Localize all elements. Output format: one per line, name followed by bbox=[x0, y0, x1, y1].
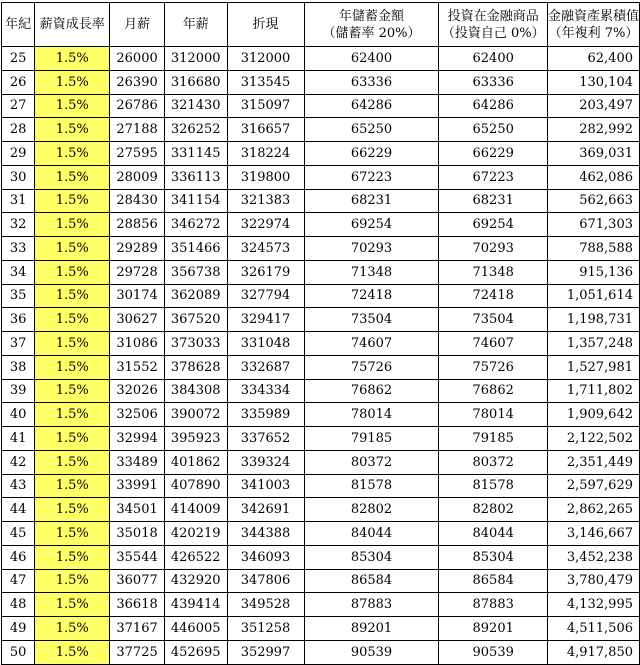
monthly-salary-cell: 28430 bbox=[110, 189, 165, 213]
savings-table-container bbox=[1, 2, 640, 665]
growth-rate-cell: 1.5% bbox=[35, 47, 110, 71]
annual-savings-cell: 74607 bbox=[304, 332, 439, 356]
discounted-cell: 321383 bbox=[227, 189, 304, 213]
age-cell: 37 bbox=[2, 332, 35, 356]
annual-savings-cell: 86584 bbox=[304, 569, 439, 593]
investment-cell: 80372 bbox=[439, 450, 547, 474]
monthly-salary-cell: 27595 bbox=[110, 142, 165, 166]
growth-rate-cell: 1.5% bbox=[35, 237, 110, 261]
header-accumulated-assets: 金融資產累積值 （年複利 7%） bbox=[547, 3, 639, 47]
table-row bbox=[2, 94, 640, 118]
table-row bbox=[2, 47, 640, 71]
header-salary-growth-rate: 薪資成長率 bbox=[35, 3, 110, 47]
table-row bbox=[2, 522, 640, 546]
age-cell: 48 bbox=[2, 593, 35, 617]
age-cell: 50 bbox=[2, 640, 35, 664]
investment-cell: 85304 bbox=[439, 545, 547, 569]
discounted-cell: 313545 bbox=[227, 70, 304, 94]
table-header bbox=[2, 3, 640, 47]
growth-rate-cell: 1.5% bbox=[35, 522, 110, 546]
age-cell: 43 bbox=[2, 474, 35, 498]
monthly-salary-cell: 29728 bbox=[110, 260, 165, 284]
accumulated-assets-cell: 62,400 bbox=[547, 47, 639, 71]
monthly-salary-cell: 28009 bbox=[110, 165, 165, 189]
annual-savings-cell: 63336 bbox=[304, 70, 439, 94]
growth-rate-cell: 1.5% bbox=[35, 94, 110, 118]
investment-cell: 65250 bbox=[439, 118, 547, 142]
age-cell: 36 bbox=[2, 308, 35, 332]
age-cell: 38 bbox=[2, 355, 35, 379]
age-cell: 25 bbox=[2, 47, 35, 71]
annual-savings-cell: 69254 bbox=[304, 213, 439, 237]
annual-salary-cell: 401862 bbox=[164, 450, 227, 474]
discounted-cell: 347806 bbox=[227, 569, 304, 593]
annual-savings-cell: 82802 bbox=[304, 498, 439, 522]
table-row bbox=[2, 213, 640, 237]
annual-salary-cell: 367520 bbox=[164, 308, 227, 332]
investment-cell: 71348 bbox=[439, 260, 547, 284]
age-cell: 44 bbox=[2, 498, 35, 522]
growth-rate-cell: 1.5% bbox=[35, 213, 110, 237]
monthly-salary-cell: 36077 bbox=[110, 569, 165, 593]
growth-rate-cell: 1.5% bbox=[35, 142, 110, 166]
discounted-cell: 316657 bbox=[227, 118, 304, 142]
age-cell: 32 bbox=[2, 213, 35, 237]
growth-rate-cell: 1.5% bbox=[35, 403, 110, 427]
discounted-cell: 315097 bbox=[227, 94, 304, 118]
monthly-salary-cell: 32506 bbox=[110, 403, 165, 427]
table-row bbox=[2, 118, 640, 142]
growth-rate-cell: 1.5% bbox=[35, 284, 110, 308]
table-row bbox=[2, 355, 640, 379]
table-row bbox=[2, 617, 640, 641]
annual-savings-cell: 87883 bbox=[304, 593, 439, 617]
annual-savings-cell: 72418 bbox=[304, 284, 439, 308]
monthly-salary-cell: 33991 bbox=[110, 474, 165, 498]
table-row bbox=[2, 332, 640, 356]
age-cell: 29 bbox=[2, 142, 35, 166]
growth-rate-cell: 1.5% bbox=[35, 308, 110, 332]
annual-salary-cell: 356738 bbox=[164, 260, 227, 284]
annual-salary-cell: 426522 bbox=[164, 545, 227, 569]
annual-salary-cell: 326252 bbox=[164, 118, 227, 142]
monthly-salary-cell: 35544 bbox=[110, 545, 165, 569]
investment-cell: 68231 bbox=[439, 189, 547, 213]
age-cell: 26 bbox=[2, 70, 35, 94]
table-row bbox=[2, 237, 640, 261]
accumulated-assets-cell: 671,303 bbox=[547, 213, 639, 237]
discounted-cell: 324573 bbox=[227, 237, 304, 261]
accumulated-assets-cell: 4,132,995 bbox=[547, 593, 639, 617]
discounted-cell: 339324 bbox=[227, 450, 304, 474]
investment-cell: 64286 bbox=[439, 94, 547, 118]
investment-cell: 72418 bbox=[439, 284, 547, 308]
annual-savings-cell: 68231 bbox=[304, 189, 439, 213]
table-row bbox=[2, 450, 640, 474]
growth-rate-cell: 1.5% bbox=[35, 474, 110, 498]
annual-salary-cell: 414009 bbox=[164, 498, 227, 522]
header-monthly-salary: 月薪 bbox=[110, 3, 165, 47]
accumulated-assets-cell: 1,357,248 bbox=[547, 332, 639, 356]
age-cell: 49 bbox=[2, 617, 35, 641]
discounted-cell: 334334 bbox=[227, 379, 304, 403]
age-cell: 31 bbox=[2, 189, 35, 213]
monthly-salary-cell: 37725 bbox=[110, 640, 165, 664]
growth-rate-cell: 1.5% bbox=[35, 332, 110, 356]
annual-salary-cell: 384308 bbox=[164, 379, 227, 403]
table-row bbox=[2, 498, 640, 522]
investment-cell: 66229 bbox=[439, 142, 547, 166]
accumulated-assets-cell: 788,588 bbox=[547, 237, 639, 261]
investment-cell: 84044 bbox=[439, 522, 547, 546]
investment-cell: 76862 bbox=[439, 379, 547, 403]
annual-savings-cell: 90539 bbox=[304, 640, 439, 664]
investment-cell: 73504 bbox=[439, 308, 547, 332]
accumulated-assets-cell: 1,527,981 bbox=[547, 355, 639, 379]
investment-cell: 78014 bbox=[439, 403, 547, 427]
monthly-salary-cell: 29289 bbox=[110, 237, 165, 261]
annual-savings-cell: 73504 bbox=[304, 308, 439, 332]
monthly-salary-cell: 32026 bbox=[110, 379, 165, 403]
discounted-cell: 335989 bbox=[227, 403, 304, 427]
growth-rate-cell: 1.5% bbox=[35, 70, 110, 94]
header-financial-investment: 投資在金融商品 （投資自己 0%） bbox=[439, 3, 547, 47]
header-annual-salary: 年薪 bbox=[164, 3, 227, 47]
annual-salary-cell: 362089 bbox=[164, 284, 227, 308]
table-row bbox=[2, 260, 640, 284]
investment-cell: 87883 bbox=[439, 593, 547, 617]
age-cell: 30 bbox=[2, 165, 35, 189]
discounted-cell: 312000 bbox=[227, 47, 304, 71]
monthly-salary-cell: 32994 bbox=[110, 427, 165, 451]
annual-salary-cell: 390072 bbox=[164, 403, 227, 427]
age-cell: 28 bbox=[2, 118, 35, 142]
growth-rate-cell: 1.5% bbox=[35, 427, 110, 451]
age-cell: 33 bbox=[2, 237, 35, 261]
annual-savings-cell: 89201 bbox=[304, 617, 439, 641]
monthly-salary-cell: 34501 bbox=[110, 498, 165, 522]
accumulated-assets-cell: 130,104 bbox=[547, 70, 639, 94]
table-row bbox=[2, 640, 640, 664]
monthly-salary-cell: 31086 bbox=[110, 332, 165, 356]
investment-cell: 90539 bbox=[439, 640, 547, 664]
discounted-cell: 327794 bbox=[227, 284, 304, 308]
discounted-cell: 344388 bbox=[227, 522, 304, 546]
age-cell: 47 bbox=[2, 569, 35, 593]
annual-salary-cell: 420219 bbox=[164, 522, 227, 546]
investment-cell: 70293 bbox=[439, 237, 547, 261]
investment-cell: 63336 bbox=[439, 70, 547, 94]
header-age: 年紀 bbox=[2, 3, 35, 47]
annual-savings-cell: 70293 bbox=[304, 237, 439, 261]
age-cell: 46 bbox=[2, 545, 35, 569]
savings-projection-table bbox=[1, 2, 640, 665]
table-row bbox=[2, 379, 640, 403]
growth-rate-cell: 1.5% bbox=[35, 165, 110, 189]
header-row bbox=[2, 3, 640, 47]
investment-cell: 67223 bbox=[439, 165, 547, 189]
annual-savings-cell: 65250 bbox=[304, 118, 439, 142]
annual-salary-cell: 331145 bbox=[164, 142, 227, 166]
table-row bbox=[2, 569, 640, 593]
monthly-salary-cell: 36618 bbox=[110, 593, 165, 617]
investment-cell: 81578 bbox=[439, 474, 547, 498]
growth-rate-cell: 1.5% bbox=[35, 569, 110, 593]
discounted-cell: 332687 bbox=[227, 355, 304, 379]
discounted-cell: 351258 bbox=[227, 617, 304, 641]
accumulated-assets-cell: 915,136 bbox=[547, 260, 639, 284]
age-cell: 34 bbox=[2, 260, 35, 284]
growth-rate-cell: 1.5% bbox=[35, 640, 110, 664]
annual-salary-cell: 395923 bbox=[164, 427, 227, 451]
monthly-salary-cell: 30627 bbox=[110, 308, 165, 332]
accumulated-assets-cell: 1,711,802 bbox=[547, 379, 639, 403]
discounted-cell: 352997 bbox=[227, 640, 304, 664]
annual-savings-cell: 76862 bbox=[304, 379, 439, 403]
age-cell: 40 bbox=[2, 403, 35, 427]
table-row bbox=[2, 545, 640, 569]
discounted-cell: 318224 bbox=[227, 142, 304, 166]
accumulated-assets-cell: 369,031 bbox=[547, 142, 639, 166]
annual-savings-cell: 81578 bbox=[304, 474, 439, 498]
growth-rate-cell: 1.5% bbox=[35, 379, 110, 403]
monthly-salary-cell: 26000 bbox=[110, 47, 165, 71]
investment-cell: 75726 bbox=[439, 355, 547, 379]
accumulated-assets-cell: 2,122,502 bbox=[547, 427, 639, 451]
annual-salary-cell: 407890 bbox=[164, 474, 227, 498]
monthly-salary-cell: 35018 bbox=[110, 522, 165, 546]
annual-salary-cell: 336113 bbox=[164, 165, 227, 189]
annual-savings-cell: 79185 bbox=[304, 427, 439, 451]
investment-cell: 74607 bbox=[439, 332, 547, 356]
investment-cell: 62400 bbox=[439, 47, 547, 71]
discounted-cell: 322974 bbox=[227, 213, 304, 237]
table-row bbox=[2, 189, 640, 213]
investment-cell: 89201 bbox=[439, 617, 547, 641]
accumulated-assets-cell: 1,051,614 bbox=[547, 284, 639, 308]
accumulated-assets-cell: 3,146,667 bbox=[547, 522, 639, 546]
accumulated-assets-cell: 4,511,506 bbox=[547, 617, 639, 641]
growth-rate-cell: 1.5% bbox=[35, 450, 110, 474]
header-annual-savings: 年儲蓄金額 （儲蓄率 20%） bbox=[304, 3, 439, 47]
age-cell: 39 bbox=[2, 379, 35, 403]
annual-salary-cell: 439414 bbox=[164, 593, 227, 617]
investment-cell: 79185 bbox=[439, 427, 547, 451]
annual-salary-cell: 351466 bbox=[164, 237, 227, 261]
accumulated-assets-cell: 3,452,238 bbox=[547, 545, 639, 569]
accumulated-assets-cell: 1,909,642 bbox=[547, 403, 639, 427]
accumulated-assets-cell: 4,917,850 bbox=[547, 640, 639, 664]
annual-savings-cell: 62400 bbox=[304, 47, 439, 71]
annual-savings-cell: 80372 bbox=[304, 450, 439, 474]
discounted-cell: 326179 bbox=[227, 260, 304, 284]
accumulated-assets-cell: 2,351,449 bbox=[547, 450, 639, 474]
growth-rate-cell: 1.5% bbox=[35, 498, 110, 522]
monthly-salary-cell: 26786 bbox=[110, 94, 165, 118]
annual-salary-cell: 346272 bbox=[164, 213, 227, 237]
table-row bbox=[2, 427, 640, 451]
growth-rate-cell: 1.5% bbox=[35, 617, 110, 641]
annual-savings-cell: 84044 bbox=[304, 522, 439, 546]
age-cell: 35 bbox=[2, 284, 35, 308]
accumulated-assets-cell: 1,198,731 bbox=[547, 308, 639, 332]
header-discounted: 折現 bbox=[227, 3, 304, 47]
table-row bbox=[2, 308, 640, 332]
growth-rate-cell: 1.5% bbox=[35, 260, 110, 284]
discounted-cell: 337652 bbox=[227, 427, 304, 451]
annual-salary-cell: 452695 bbox=[164, 640, 227, 664]
accumulated-assets-cell: 2,862,265 bbox=[547, 498, 639, 522]
annual-savings-cell: 78014 bbox=[304, 403, 439, 427]
accumulated-assets-cell: 203,497 bbox=[547, 94, 639, 118]
discounted-cell: 319800 bbox=[227, 165, 304, 189]
accumulated-assets-cell: 282,992 bbox=[547, 118, 639, 142]
discounted-cell: 341003 bbox=[227, 474, 304, 498]
annual-savings-cell: 75726 bbox=[304, 355, 439, 379]
table-row bbox=[2, 165, 640, 189]
age-cell: 45 bbox=[2, 522, 35, 546]
monthly-salary-cell: 28856 bbox=[110, 213, 165, 237]
annual-salary-cell: 312000 bbox=[164, 47, 227, 71]
monthly-salary-cell: 27188 bbox=[110, 118, 165, 142]
table-row bbox=[2, 474, 640, 498]
growth-rate-cell: 1.5% bbox=[35, 355, 110, 379]
annual-savings-cell: 66229 bbox=[304, 142, 439, 166]
table-body bbox=[2, 47, 640, 665]
growth-rate-cell: 1.5% bbox=[35, 189, 110, 213]
accumulated-assets-cell: 462,086 bbox=[547, 165, 639, 189]
growth-rate-cell: 1.5% bbox=[35, 545, 110, 569]
monthly-salary-cell: 30174 bbox=[110, 284, 165, 308]
annual-savings-cell: 71348 bbox=[304, 260, 439, 284]
age-cell: 42 bbox=[2, 450, 35, 474]
table-row bbox=[2, 403, 640, 427]
table-row bbox=[2, 593, 640, 617]
discounted-cell: 329417 bbox=[227, 308, 304, 332]
accumulated-assets-cell: 2,597,629 bbox=[547, 474, 639, 498]
annual-salary-cell: 321430 bbox=[164, 94, 227, 118]
discounted-cell: 346093 bbox=[227, 545, 304, 569]
monthly-salary-cell: 26390 bbox=[110, 70, 165, 94]
annual-salary-cell: 432920 bbox=[164, 569, 227, 593]
annual-salary-cell: 341154 bbox=[164, 189, 227, 213]
investment-cell: 86584 bbox=[439, 569, 547, 593]
age-cell: 27 bbox=[2, 94, 35, 118]
monthly-salary-cell: 31552 bbox=[110, 355, 165, 379]
annual-savings-cell: 67223 bbox=[304, 165, 439, 189]
annual-salary-cell: 446005 bbox=[164, 617, 227, 641]
annual-salary-cell: 316680 bbox=[164, 70, 227, 94]
annual-savings-cell: 85304 bbox=[304, 545, 439, 569]
annual-salary-cell: 378628 bbox=[164, 355, 227, 379]
growth-rate-cell: 1.5% bbox=[35, 593, 110, 617]
accumulated-assets-cell: 562,663 bbox=[547, 189, 639, 213]
table-row bbox=[2, 142, 640, 166]
table-row bbox=[2, 284, 640, 308]
monthly-salary-cell: 37167 bbox=[110, 617, 165, 641]
table-row bbox=[2, 70, 640, 94]
monthly-salary-cell: 33489 bbox=[110, 450, 165, 474]
growth-rate-cell: 1.5% bbox=[35, 118, 110, 142]
investment-cell: 69254 bbox=[439, 213, 547, 237]
discounted-cell: 349528 bbox=[227, 593, 304, 617]
discounted-cell: 331048 bbox=[227, 332, 304, 356]
accumulated-assets-cell: 3,780,479 bbox=[547, 569, 639, 593]
annual-salary-cell: 373033 bbox=[164, 332, 227, 356]
investment-cell: 82802 bbox=[439, 498, 547, 522]
age-cell: 41 bbox=[2, 427, 35, 451]
discounted-cell: 342691 bbox=[227, 498, 304, 522]
annual-savings-cell: 64286 bbox=[304, 94, 439, 118]
